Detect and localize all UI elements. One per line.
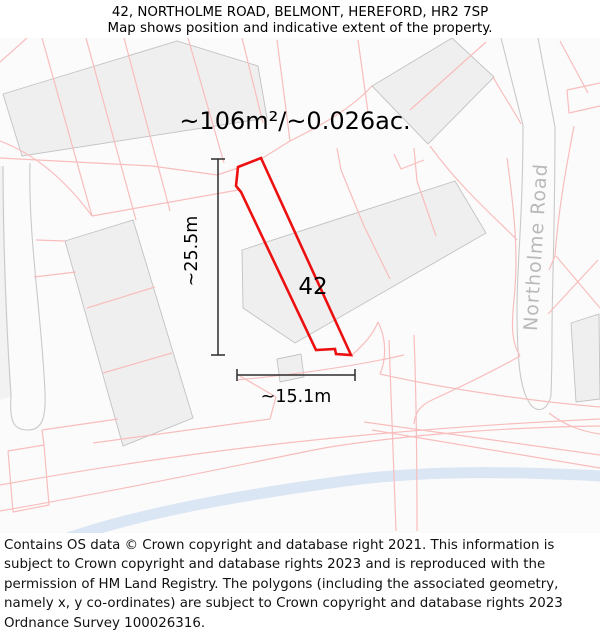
width-dimension-label: ~15.1m	[260, 387, 332, 407]
plot-number-label: 42	[298, 274, 328, 300]
building-garage	[277, 354, 304, 382]
road-name-label: Northolme Road	[519, 162, 553, 332]
area-label: ~106m²/~0.026ac.	[179, 107, 411, 135]
copyright-text: Contains OS data © Crown copyright and database right 2021. This information is subject to Crown copyright and database rights 2023 and is reproduced with the permission of HM Land Registry. The polygons (including the associated geometry, namely x, y co-ordinates) are subject to Crown copyright and database rights 2023 Ordnance Survey 100026316.	[4, 538, 563, 631]
map-header	[0, 0, 600, 36]
map-description-subtitle: Map shows position and indicative extent of the property.	[107, 20, 493, 36]
map-canvas	[0, 38, 600, 534]
ordnance-survey-map	[0, 38, 600, 534]
property-address-title: 42, NORTHOLME ROAD, BELMONT, HEREFORD, HR2 7SP	[111, 5, 489, 20]
copyright-footer	[0, 533, 600, 631]
building-right-edge	[571, 314, 600, 402]
height-dimension-label: ~25.5m	[182, 215, 202, 287]
